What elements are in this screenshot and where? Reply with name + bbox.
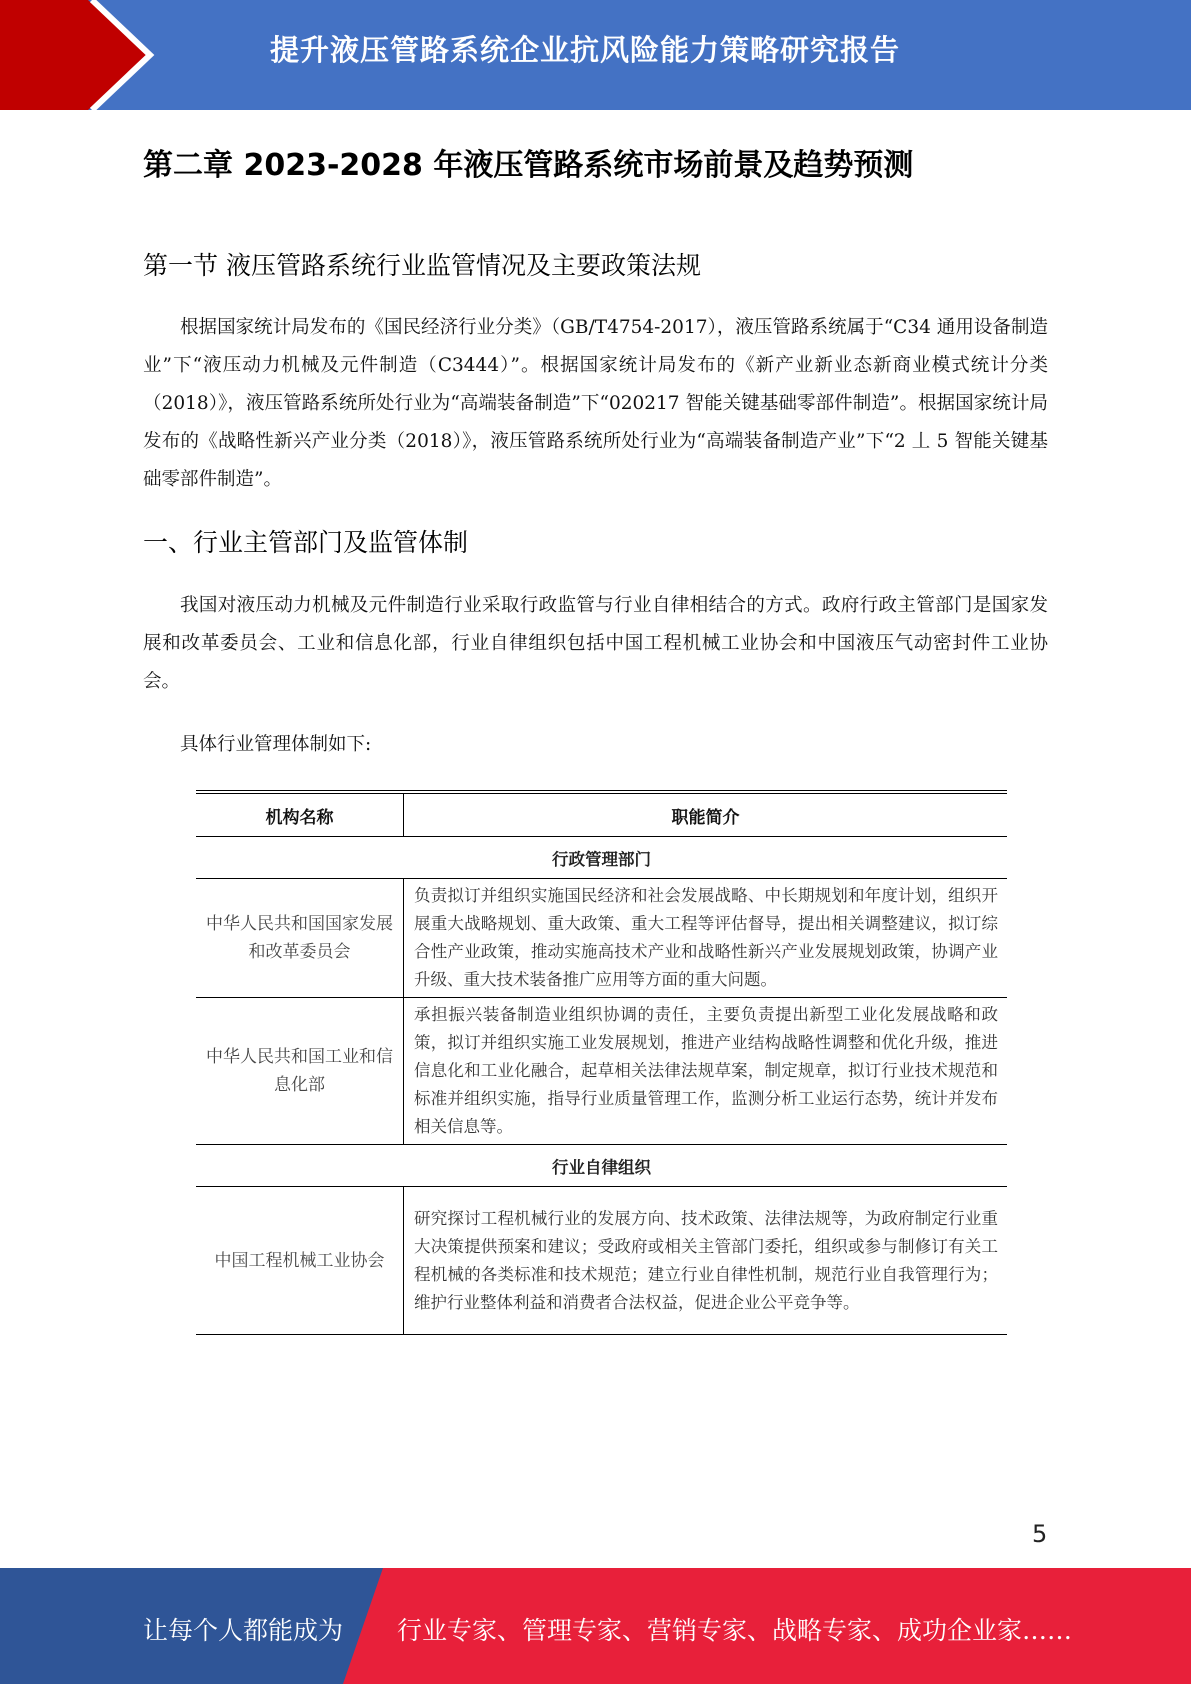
paragraph-regulatory-approach: 我国对液压动力机械及元件制造行业采取行政监管与行业自律相结合的方式。政府行政主管部门是国家发展和改革委员会、工业和信息化部，行业自律组织包括中国工程机械工业协会和中国液压气动密封件工业协会。 [143,595,1048,692]
report-title: 提升液压管路系统企业抗风险能力策略研究报告 [270,33,901,67]
section-title: 第一节 液压管路系统行业监管情况及主要政策法规 [143,251,701,280]
group-label-admin: 行政管理部门 [196,837,1007,879]
table-header-row [196,792,1007,837]
table-group-row [196,837,1007,879]
column-header-org: 机构名称 [196,792,404,837]
column-header-function: 职能简介 [404,792,1008,837]
table-row [196,998,1007,1145]
org-name: 中华人民共和国工业和信息化部 [196,998,404,1145]
org-description: 负责拟订并组织实施国民经济和社会发展战略、中长期规划和年度计划，组织开展重大战略规划、重大政策、重大工程等评估督导，提出相关调整建议，拟订综合性产业政策，推动实施高技术产业和战略性新兴产业发展规划政策，协调产业升级、重大技术装备推广应用等方面的重大问题。 [404,879,1008,998]
table-row [196,879,1007,998]
table-row [196,1187,1007,1335]
footer-slogan-left: 让每个人都能成为 [143,1616,344,1645]
org-name: 中国工程机械工业协会 [196,1187,404,1335]
management-system-table [196,790,1007,1335]
table-group-row [196,1145,1007,1187]
paragraph-industry-classification: 根据国家统计局发布的《国民经济行业分类》（GB/T4754-2017），液压管路系统属于“C34 通用设备制造业”下“液压动力机械及元件制造（C3444）”。根据国家统计局发布的《新产业新业态新商业模式统计分类（2018）》，液压管路系统所处行业为“高端装备制造”下“020217 智能关键基础零部件制造”。根据国家统计局发布的《战略性新兴产业分类（2018）》，液压管路系统所处行业为“高端装备制造产业”下“2 丄 5 智能关键基础零部件制造”。 [143,317,1048,490]
group-label-self-regulation: 行业自律组织 [196,1145,1007,1187]
org-name: 中华人民共和国国家发展和改革委员会 [196,879,404,998]
org-description: 承担振兴装备制造业组织协调的责任，主要负责提出新型工业化发展战略和政策，拟订并组织实施工业发展规划，推进产业结构战略性调整和优化升级，推进信息化和工业化融合，起草相关法律法规草案，制定规章，拟订行业技术规范和标准并组织实施，指导行业质量管理工作，监测分析工业运行态势，统计并发布相关信息等。 [404,998,1008,1145]
chapter-title: 第二章 2023-2028 年液压管路系统市场前景及趋势预测 [143,148,914,183]
subheading-regulators: 一、行业主管部门及监管体制 [143,528,469,557]
paragraph-table-intro: 具体行业管理体制如下: [180,734,372,755]
header-arrow-decoration [0,0,160,110]
footer-slogan-right: 行业专家、管理专家、营销专家、战略专家、成功企业家…… [397,1616,1073,1645]
org-description: 研究探讨工程机械行业的发展方向、技术政策、法律法规等，为政府制定行业重大决策提供预案和建议；受政府或相关主管部门委托，组织或参与制修订有关工程机械的各类标准和技术规范；建立行业自律性机制，规范行业自我管理行为；维护行业整体利益和消费者合法权益，促进企业公平竞争等。 [404,1187,1008,1335]
page-number: 5 [1032,1520,1048,1548]
